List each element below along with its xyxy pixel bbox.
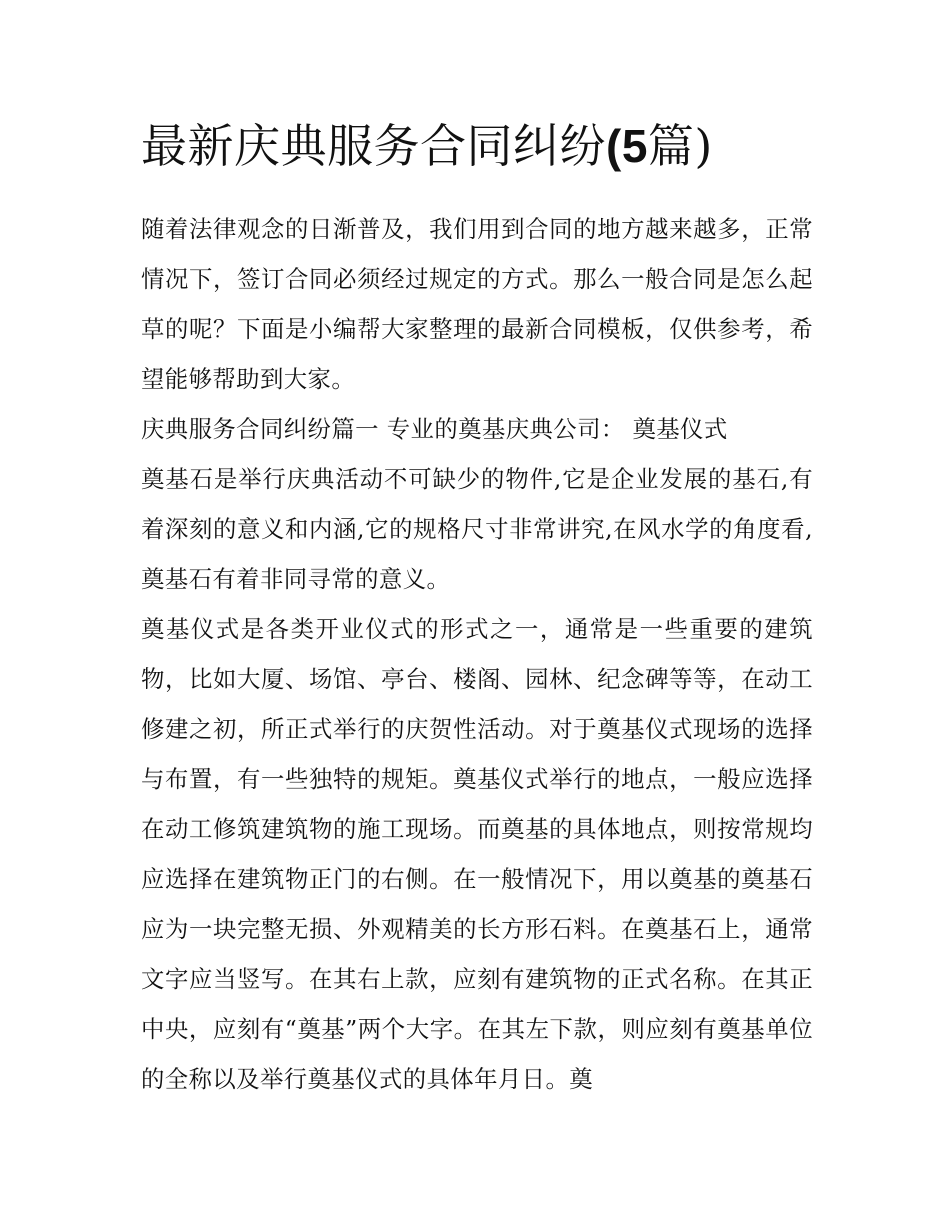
intro-paragraph: 随着法律观念的日渐普及，我们用到合同的地方越来越多，正常情况下，签订合同必须经过规定的方式。那么一般合同是怎么起草的呢？下面是小编帮大家整理的最新合同模板，仅供参考，希望能够帮助到大家。 bbox=[141, 215, 813, 393]
title-count: (5 bbox=[606, 120, 648, 172]
title-suffix: 篇) bbox=[647, 119, 713, 173]
document-page bbox=[141, 110, 813, 1104]
document-title bbox=[141, 110, 813, 182]
ceremony-paragraph: 奠基仪式是各类开业仪式的形式之一，通常是一些重要的建筑物，比如大厦、场馆、亭台、楼阁、园林、纪念碑等等，在动工修建之初，所正式举行的庆贺性活动。对于奠基仪式现场的选择与布置，有一些独特的规矩。奠基仪式举行的地点，一般应选择在动工修筑建筑物的施工现场。而奠基的具体地点，则按常规均应选择在建筑物正门的右侧。在一般情况下，用以奠基的奠基石应为一块完整无损、外观精美的长方形石料。在奠基石上，通常文字应当竖写。在其右上款，应刻有建筑物的正式名称。在其正中央，应刻有“奠基”两个大字。在其左下款，则应刻有奠基单位的全称以及举行奠基仪式的具体年月日。奠 bbox=[141, 615, 813, 1093]
title-text: 最新庆典服务合同纠纷 bbox=[141, 119, 606, 173]
foundation-stone-paragraph: 奠基石是举行庆典活动不可缺少的物件,它是企业发展的基石,有着深刻的意义和内涵,它的规格尺寸非常讲究,在风水学的角度看,奠基石有着非同寻常的意义。 bbox=[141, 465, 813, 593]
section-heading: 庆典服务合同纠纷篇一 专业的奠基庆典公司： 奠基仪式 bbox=[141, 415, 728, 443]
